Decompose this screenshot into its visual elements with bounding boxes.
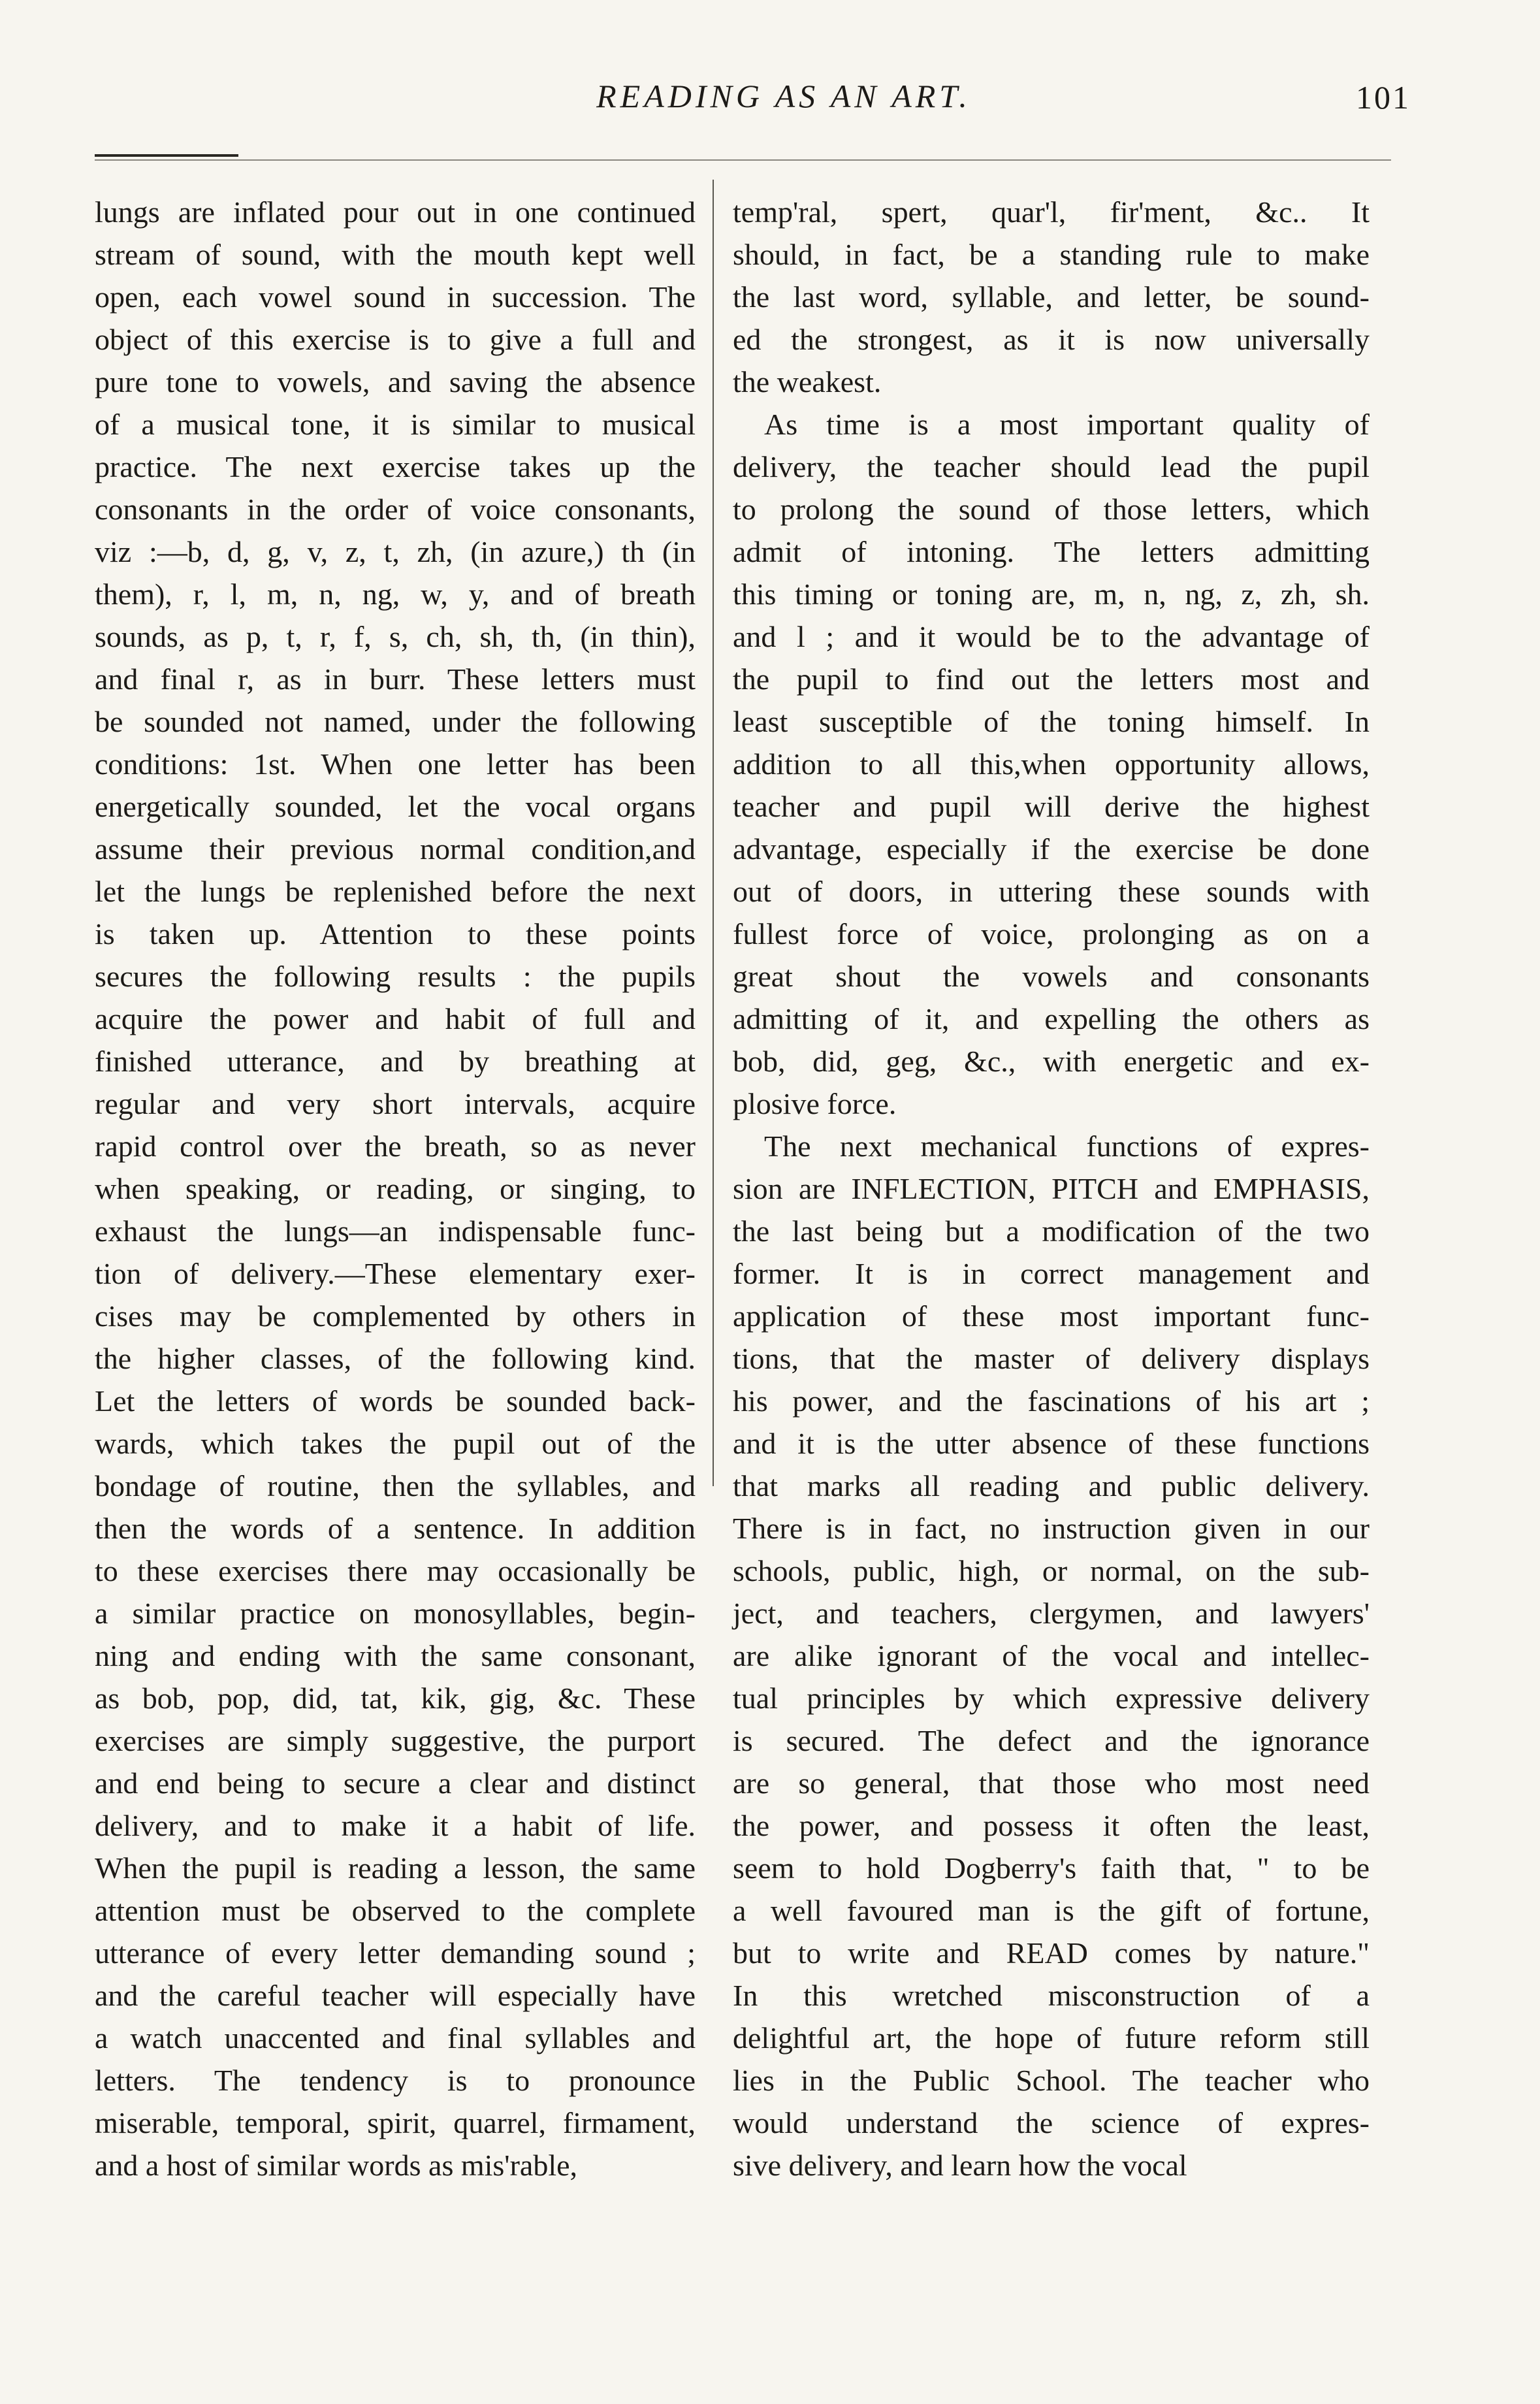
- text-line: this timing or toning are, m, n, ng, z, zh, sh.: [733, 577, 1370, 611]
- text-line: letters. The tendency is to pronounce: [95, 2064, 696, 2097]
- text-line: admit of intoning. The letters admitting: [733, 535, 1370, 568]
- text-line: conditions: 1st. When one letter has been: [95, 747, 696, 781]
- text-line: let the lungs be replenished before the next: [95, 875, 696, 908]
- text-line: lungs are inflated pour out in one continued: [95, 195, 696, 229]
- text-line: In this wretched misconstruction of a: [733, 1979, 1370, 2012]
- text-line: and end being to secure a clear and distinct: [95, 1766, 696, 1800]
- text-line: ning and ending with the same consonant,: [95, 1639, 696, 1672]
- text-line: and it is the utter absence of these functions: [733, 1427, 1370, 1460]
- text-line: and l ; and it would be to the advantage of: [733, 620, 1370, 653]
- text-line: is taken up. Attention to these points: [95, 917, 696, 950]
- text-line: is secured. The defect and the ignorance: [733, 1724, 1370, 1757]
- text-line: finished utterance, and by breathing at: [95, 1045, 696, 1078]
- text-line: bob, did, geg, &c., with energetic and ex-: [733, 1045, 1370, 1078]
- text-line: to prolong the sound of those letters, which: [733, 493, 1370, 526]
- text-line: to these exercises there may occasionally be: [95, 1554, 696, 1587]
- text-line: utterance of every letter demanding sound ;: [95, 1936, 696, 1970]
- text-line: open, each vowel sound in succession. The: [95, 280, 696, 314]
- text-line: them), r, l, m, n, ng, w, y, and of breath: [95, 577, 696, 611]
- text-line: out of doors, in uttering these sounds with: [733, 875, 1370, 908]
- text-line: attention must be observed to the complete: [95, 1894, 696, 1927]
- text-line: tions, that the master of delivery displays: [733, 1342, 1370, 1375]
- text-line: exercises are simply suggestive, the purport: [95, 1724, 696, 1757]
- text-line: former. It is in correct management and: [733, 1257, 1370, 1290]
- text-line: rapid control over the breath, so as never: [95, 1129, 696, 1163]
- text-line: the weakest.: [733, 365, 882, 398]
- text-line: addition to all this,when opportunity allows,: [733, 747, 1370, 781]
- text-line: a well favoured man is the gift of fortune,: [733, 1894, 1370, 1927]
- text-line: As time is a most important quality of: [764, 408, 1370, 441]
- text-line: the higher classes, of the following kind.: [95, 1342, 696, 1375]
- text-line: consonants in the order of voice consonants,: [95, 493, 696, 526]
- text-line: the pupil to find out the letters most and: [733, 662, 1370, 696]
- text-line: wards, which takes the pupil out of the: [95, 1427, 696, 1460]
- text-line: When the pupil is reading a lesson, the same: [95, 1851, 696, 1885]
- text-line: seem to hold Dogberry's faith that, " to be: [733, 1851, 1370, 1885]
- text-line: the power, and possess it often the least,: [733, 1809, 1370, 1842]
- header-rule: [95, 159, 1391, 161]
- text-line: delivery, and to make it a habit of life.: [95, 1809, 696, 1842]
- text-line: application of these most important func-: [733, 1299, 1370, 1333]
- header-rule-accent: [95, 154, 238, 157]
- text-line: are alike ignorant of the vocal and intellec-: [733, 1639, 1370, 1672]
- text-line: sounds, as p, t, r, f, s, ch, sh, th, (in thin),: [95, 620, 696, 653]
- text-line: There is in fact, no instruction given in our: [733, 1512, 1370, 1545]
- text-line: and a host of similar words as mis'rable,: [95, 2149, 578, 2182]
- text-line: and the careful teacher will especially have: [95, 1979, 696, 2012]
- right-column: [733, 191, 1370, 2186]
- text-line: The next mechanical functions of expres-: [764, 1129, 1370, 1163]
- text-line: teacher and pupil will derive the highest: [733, 790, 1370, 823]
- text-line: would understand the science of expres-: [733, 2106, 1370, 2139]
- text-line: ject, and teachers, clergymen, and lawyers': [733, 1597, 1370, 1630]
- text-line: miserable, temporal, spirit, quarrel, firmament,: [95, 2106, 696, 2139]
- text-line: when speaking, or reading, or singing, to: [95, 1172, 696, 1205]
- text-line: and final r, as in burr. These letters must: [95, 662, 696, 696]
- text-line: a watch unaccented and final syllables and: [95, 2021, 696, 2055]
- text-line: the last being but a modification of the two: [733, 1214, 1370, 1248]
- text-line: object of this exercise is to give a full and: [95, 323, 696, 356]
- text-line: assume their previous normal condition,and: [95, 832, 696, 866]
- text-line: least susceptible of the toning himself. In: [733, 705, 1370, 738]
- text-line: secures the following results : the pupils: [95, 960, 696, 993]
- text-line: that marks all reading and public delivery.: [733, 1469, 1370, 1502]
- text-line: advantage, especially if the exercise be done: [733, 832, 1370, 866]
- text-line: his power, and the fascinations of his art ;: [733, 1384, 1370, 1418]
- text-line: ed the strongest, as it is now universally: [733, 323, 1370, 356]
- text-line: exhaust the lungs—an indispensable func-: [95, 1214, 696, 1248]
- text-line: tual principles by which expressive delivery: [733, 1681, 1370, 1715]
- text-line: stream of sound, with the mouth kept well: [95, 238, 696, 271]
- text-line: fullest force of voice, prolonging as on a: [733, 917, 1370, 950]
- text-line: tion of delivery.—These elementary exer-: [95, 1257, 696, 1290]
- text-line: the last word, syllable, and letter, be sound-: [733, 280, 1370, 314]
- text-line: but to write and READ comes by nature.": [733, 1936, 1370, 1970]
- text-line: are so general, that those who most need: [733, 1766, 1370, 1800]
- text-line: sive delivery, and learn how the vocal: [733, 2149, 1187, 2182]
- running-title: READING AS AN ART.: [596, 78, 971, 114]
- text-line: then the words of a sentence. In addition: [95, 1512, 696, 1545]
- text-line: great shout the vowels and consonants: [733, 960, 1370, 993]
- text-line: practice. The next exercise takes up the: [95, 450, 696, 483]
- column-divider: [713, 180, 714, 1486]
- text-line: energetically sounded, let the vocal organs: [95, 790, 696, 823]
- text-line: viz :—b, d, g, v, z, t, zh, (in azure,) th (in: [95, 535, 696, 568]
- text-line: Let the letters of words be sounded back-: [95, 1384, 696, 1418]
- text-line: should, in fact, be a standing rule to make: [733, 238, 1370, 271]
- text-line: cises may be complemented by others in: [95, 1299, 696, 1333]
- left-column: [95, 191, 696, 2186]
- text-line: pure tone to vowels, and saving the absence: [95, 365, 696, 398]
- text-line: admitting of it, and expelling the others as: [733, 1002, 1370, 1035]
- text-line: as bob, pop, did, tat, kik, gig, &c. These: [95, 1681, 696, 1715]
- text-line: of a musical tone, it is similar to musical: [95, 408, 696, 441]
- text-line: be sounded not named, under the following: [95, 705, 696, 738]
- text-line: delivery, the teacher should lead the pupil: [733, 450, 1370, 483]
- text-line: plosive force.: [733, 1087, 897, 1120]
- text-line: acquire the power and habit of full and: [95, 1002, 696, 1035]
- text-line: lies in the Public School. The teacher who: [733, 2064, 1370, 2097]
- text-line: temp'ral, spert, quar'l, fir'ment, &c.. It: [733, 195, 1370, 229]
- text-line: sion are INFLECTION, PITCH and EMPHASIS,: [733, 1172, 1370, 1205]
- text-line: bondage of routine, then the syllables, and: [95, 1469, 696, 1502]
- text-line: a similar practice on monosyllables, begin-: [95, 1597, 696, 1630]
- text-line: delightful art, the hope of future reform still: [733, 2021, 1370, 2055]
- text-line: regular and very short intervals, acquire: [95, 1087, 696, 1120]
- page-number: 101: [1356, 79, 1411, 116]
- text-line: schools, public, high, or normal, on the sub-: [733, 1554, 1370, 1587]
